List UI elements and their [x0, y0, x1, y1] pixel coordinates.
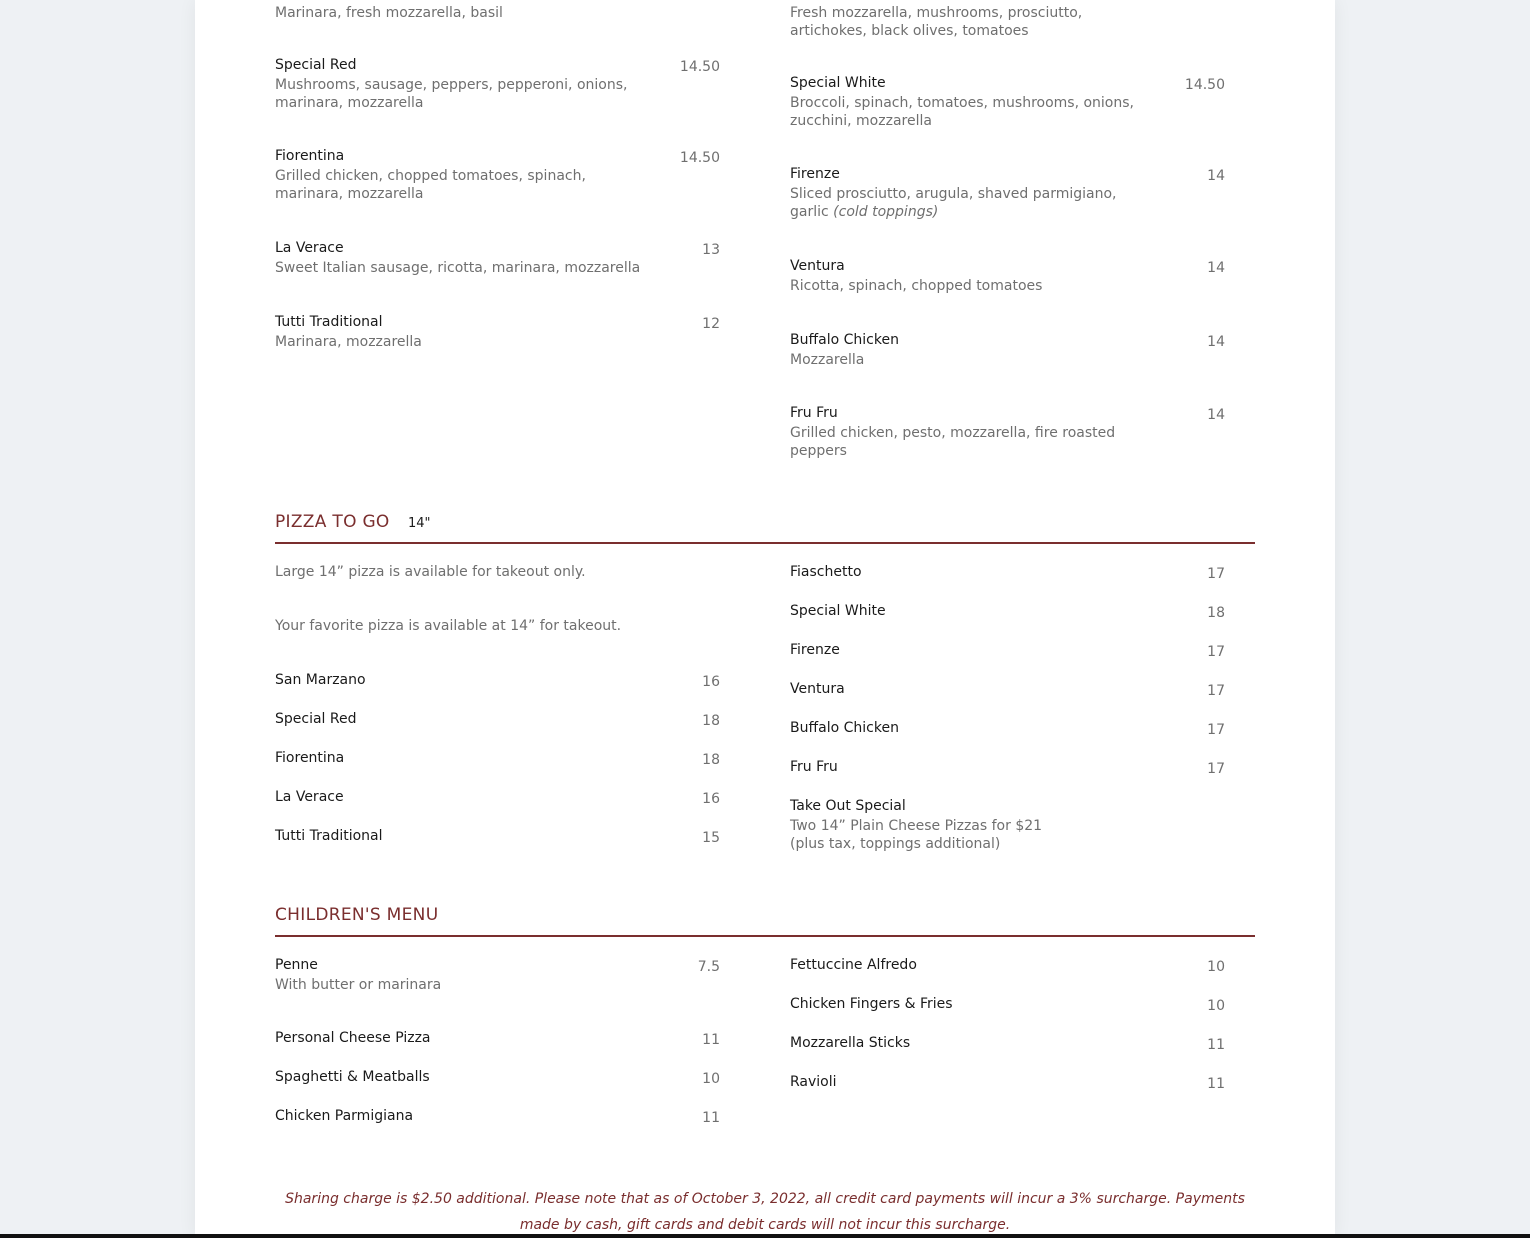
menu-item-price: 10 [702, 1071, 720, 1087]
menu-item [790, 1034, 1225, 1052]
menu-item-name: Firenze [790, 166, 840, 182]
menu-item-price: 12 [702, 316, 720, 332]
menu-item-name: Special White [790, 75, 886, 91]
menu-item-name: Special Red [275, 711, 357, 727]
menu-item-description: With butter or marinara [275, 977, 442, 993]
menu-item-name: Chicken Parmigiana [275, 1108, 414, 1124]
menu-item-price: 16 [702, 674, 720, 690]
menu-item-price: 11 [1207, 1076, 1225, 1092]
menu-item-price: 14 [1207, 168, 1225, 184]
menu-item-name: Buffalo Chicken [790, 720, 899, 736]
menu-item-name: Penne [275, 957, 318, 973]
menu-item-price: 16 [702, 791, 720, 807]
menu-item [790, 74, 1225, 130]
menu-item-price: 10 [1207, 998, 1225, 1014]
menu-item [790, 719, 1225, 737]
menu-item-description: Mozzarella [790, 352, 865, 368]
menu-item-name: Ventura [790, 681, 845, 697]
takeout-special [790, 797, 1225, 853]
menu-item-name: Mozzarella Sticks [790, 1035, 911, 1051]
menu-item [275, 827, 720, 845]
menu-item-price: 18 [702, 752, 720, 768]
menu-item [275, 2, 720, 22]
menu-item-description: Broccoli, spinach, tomatoes, mushrooms, onions, zucchini, mozzarella [790, 95, 1134, 129]
menu-item-description-text: Sliced prosciutto, arugula, shaved parmigiano, garlic [790, 186, 1117, 220]
menu-item [790, 165, 1225, 221]
menu-item [275, 956, 720, 994]
menu-item [275, 1029, 720, 1047]
menu-item-name: Special Red [275, 57, 357, 73]
menu-item [275, 710, 720, 728]
menu-item-description: Sweet Italian sausage, ricotta, marinara, mozzarella [275, 260, 641, 276]
menu-item-name: Ravioli [790, 1074, 837, 1090]
menu-item-price: 14 [1207, 260, 1225, 276]
menu-item-price: 18 [702, 713, 720, 729]
menu-item [275, 1107, 720, 1125]
bottom-bar [0, 1234, 1530, 1238]
menu-item-price: 17 [1207, 761, 1225, 777]
menu-item-name: Personal Cheese Pizza [275, 1030, 431, 1046]
menu-item [275, 147, 720, 203]
menu-item [275, 788, 720, 806]
menu-item [790, 563, 1225, 581]
menu-item-description [790, 185, 1130, 221]
section-title: PIZZA TO GO [275, 512, 390, 532]
section-size-label: 14" [408, 516, 431, 531]
menu-item-price: 11 [1207, 1037, 1225, 1053]
menu-item [790, 995, 1225, 1013]
menu-item-price: 7.5 [697, 959, 720, 975]
menu-item [275, 56, 720, 112]
menu-item [790, 680, 1225, 698]
menu-item-name: La Verace [275, 789, 344, 805]
menu-item [790, 2, 1225, 40]
menu-item-description: Grilled chicken, chopped tomatoes, spinach, marinara, mozzarella [275, 168, 586, 202]
menu-item-name: Special White [790, 603, 886, 619]
menu-item-description: Marinara, mozzarella [275, 334, 422, 350]
menu-item-price: 10 [1207, 959, 1225, 975]
takeout-note: Your favorite pizza is available at 14” for takeout. [275, 618, 622, 634]
menu-item-price: 17 [1207, 644, 1225, 660]
section-header-pizza-to-go [275, 504, 1255, 544]
menu-item-name: La Verace [275, 240, 344, 256]
menu-item-name: Fru Fru [790, 405, 838, 421]
menu-item-name: Fiorentina [275, 750, 345, 766]
menu-item-price: 14 [1207, 334, 1225, 350]
menu-item-name: Fru Fru [790, 759, 838, 775]
menu-item-price: 11 [702, 1110, 720, 1126]
menu-item [275, 749, 720, 767]
menu-item-description: (plus tax, toppings additional) [790, 836, 1001, 852]
menu-item-name: Fettuccine Alfredo [790, 957, 917, 973]
menu-item-description: Mushrooms, sausage, peppers, pepperoni, onions, marinara, mozzarella [275, 77, 628, 111]
menu-item-price: 17 [1207, 566, 1225, 582]
menu-item [790, 956, 1225, 974]
menu-item-name: Spaghetti & Meatballs [275, 1069, 430, 1085]
menu-item [790, 602, 1225, 620]
takeout-note: Large 14” pizza is available for takeout only. [275, 564, 586, 580]
menu-item-description: Two 14” Plain Cheese Pizzas for $21 [790, 818, 1043, 834]
menu-item [275, 239, 720, 277]
menu-item-name: Chicken Fingers & Fries [790, 996, 953, 1012]
menu-item [790, 758, 1225, 776]
menu-item-price: 11 [702, 1032, 720, 1048]
section-title: CHILDREN'S MENU [275, 905, 439, 925]
menu-item-name: Take Out Special [790, 798, 906, 814]
menu-item-name: San Marzano [275, 672, 366, 688]
menu-item-description: Fresh mozzarella, mushrooms, prosciutto, artichokes, black olives, tomatoes [790, 5, 1083, 39]
menu-item-name: Fiorentina [275, 148, 345, 164]
menu-item-description: Grilled chicken, pesto, mozzarella, fire roasted peppers [790, 425, 1116, 459]
menu-item-name: Tutti Traditional [275, 828, 383, 844]
section-header-childrens-menu [275, 897, 1255, 937]
menu-sheet [195, 0, 1335, 1238]
menu-item-price: 14.50 [1184, 77, 1225, 93]
menu-item-name: Buffalo Chicken [790, 332, 899, 348]
menu-item-price: 14.50 [679, 59, 720, 75]
menu-item-price: 14 [1207, 407, 1225, 423]
menu-item [790, 404, 1225, 460]
menu-item-price: 17 [1207, 722, 1225, 738]
menu-item-price: 15 [702, 830, 720, 846]
menu-item [790, 257, 1225, 295]
menu-item [790, 1073, 1225, 1091]
menu-item [790, 641, 1225, 659]
menu-item-price: 13 [702, 242, 720, 258]
menu-item [790, 331, 1225, 369]
surcharge-note: Sharing charge is $2.50 additional. Please note that as of October 3, 2022, all credit card payments will incur a 3% surcharge. Payments made by cash, gift cards and debit cards will not incur this surcharge. [285, 1191, 1245, 1233]
menu-item [275, 1068, 720, 1086]
menu-item-description: Ricotta, spinach, chopped tomatoes [790, 278, 1043, 294]
menu-item-price: 14.50 [679, 150, 720, 166]
menu-item [275, 671, 720, 689]
menu-item-price: 18 [1207, 605, 1225, 621]
menu-item-description-note: (cold toppings) [833, 204, 939, 220]
menu-item-name: Tutti Traditional [275, 314, 383, 330]
menu-item-price: 17 [1207, 683, 1225, 699]
menu-item-name: Firenze [790, 642, 840, 658]
menu-item-name: Fiaschetto [790, 564, 862, 580]
menu-item-description: Marinara, fresh mozzarella, basil [275, 5, 503, 21]
menu-item [275, 313, 720, 351]
menu-item-name: Ventura [790, 258, 845, 274]
